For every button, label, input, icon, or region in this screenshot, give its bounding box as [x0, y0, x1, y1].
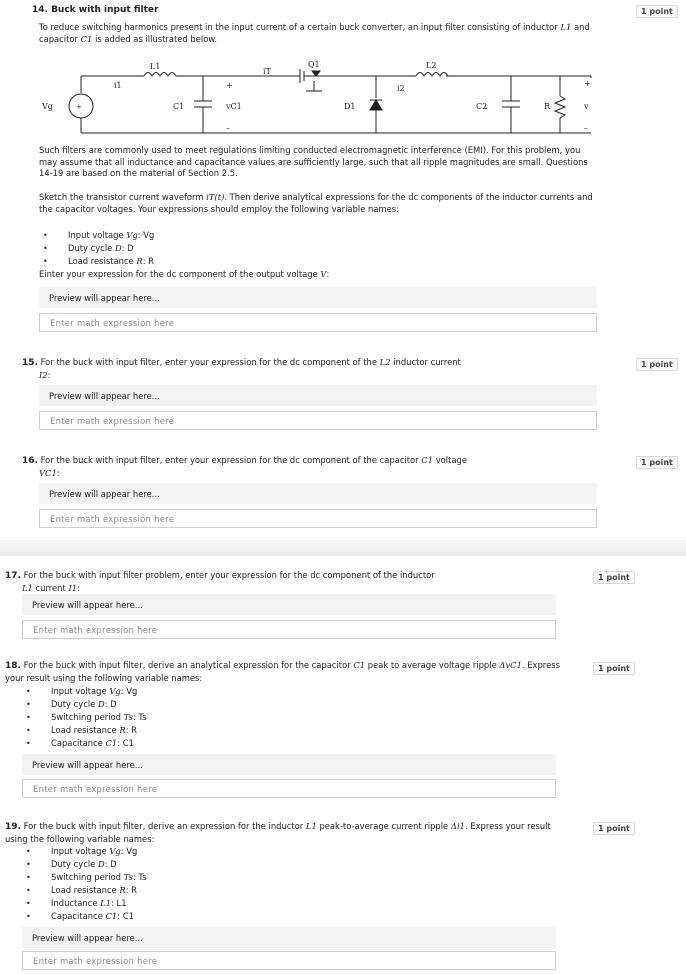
list-item: • Switching period Ts: Ts: [22, 711, 322, 724]
q16-number: 16.: [22, 456, 38, 466]
q18-preview: Preview will appear here...: [22, 754, 556, 775]
source-plus-symbol: +: [76, 103, 82, 111]
label-d1: D1: [344, 102, 356, 111]
q15-question: 15. For the buck with input filter, enter your expression for the dc component of the L2 inductor current I2:: [22, 357, 461, 380]
list-item: • Input voltage Vg: Vg: [22, 845, 322, 858]
list-item: • Duty cycle D: D: [22, 858, 322, 871]
q18-math-input[interactable]: [22, 779, 556, 798]
q19-preview: Preview will appear here...: [22, 927, 556, 948]
q14-title: 14. Buck with input filter: [32, 5, 159, 15]
q14-intro-var-l1: L1: [560, 22, 572, 32]
label-it: iT: [263, 67, 271, 76]
list-item: • Capacitance C1: C1: [22, 910, 322, 923]
buck-input-filter-circuit: [36, 58, 616, 142]
q14-intro-end: is added as illustrated below.: [95, 33, 218, 44]
label-v: v: [584, 102, 589, 111]
label-l2: L2: [426, 61, 437, 70]
inductor-l2-icon: [416, 73, 448, 77]
q19-math-input[interactable]: [22, 951, 556, 970]
q19-points-badge: 1 point: [593, 822, 635, 835]
label-vc1-minus: –: [226, 124, 230, 133]
label-vc1: vC1: [226, 102, 242, 111]
q18-variable-list: [22, 685, 322, 750]
q14-intro: [39, 22, 609, 45]
label-i1: i1: [114, 81, 122, 90]
q14-prompt: Einter your expression for the dc component of the output voltage V:: [39, 269, 330, 279]
list-item: • Input voltage Vg: Vg: [22, 685, 322, 698]
list-item: • Capacitance C1: C1: [22, 737, 322, 750]
q19-variable-list: [22, 845, 322, 923]
q14-instr-b: . Then derive analytical expressions for the dc components of the inductor currents and the capacitor voltages. Your expressions should employ the following variable names:: [39, 192, 593, 214]
q15-points-badge: 1 point: [636, 358, 678, 371]
list-item: • Input voltage Vg: Vg: [39, 229, 339, 242]
q14-paragraph-emi: Such filters are commonly used to meet regulations limiting conducted electromagnetic interference (EMI). For this problem, you may assume that all inductance and capacitance values are sufficiently large, such that all ripple magnitudes are small. Questions 14-19 are based on the material of Section 2.5.: [39, 145, 588, 178]
list-item: • Load resistance R: R: [22, 884, 322, 897]
diode-d1-icon: [370, 100, 382, 110]
list-item: • Switching period Ts: Ts: [22, 871, 322, 884]
q17-number: 17.: [5, 571, 21, 581]
q18-points-badge: 1 point: [593, 662, 635, 675]
q17-math-input[interactable]: [22, 620, 556, 639]
q18-question: 18. For the buck with input filter, derive an analytical expression for the capacitor C1 peak to average voltage ripple ΔvC1. Express your result using the following variable names:: [5, 660, 560, 683]
q17-preview: Preview will appear here...: [22, 594, 556, 615]
q19-number: 19.: [5, 822, 21, 832]
q16-preview: Preview will appear here...: [39, 483, 597, 504]
q15-preview: Preview will appear here...: [39, 385, 597, 406]
list-item: • Load resistance R: R: [39, 255, 339, 268]
q14-math-input[interactable]: [39, 313, 597, 332]
page-section-divider: [0, 540, 686, 556]
resistor-r-icon: [555, 96, 565, 118]
q14-intro-text: To reduce switching harmonics present in the input current of a certain buck converter, an input filter consisting of inductor: [39, 22, 558, 32]
q14-instr-a: Sketch the transistor current waveform: [39, 192, 204, 202]
q14-variable-list: [39, 229, 339, 268]
label-c2: C2: [476, 102, 488, 111]
inductor-l1-icon: [144, 73, 178, 77]
q15-number: 15.: [22, 358, 38, 368]
q17-question: 17. For the buck with input filter problem, enter your expression for the dc component of the inductor L1 current I1:: [5, 570, 435, 593]
q14-preview: Preview will appear here...: [39, 287, 597, 308]
q14-paragraph-instructions: [39, 192, 601, 215]
q14-instr-var: iT(t): [206, 192, 225, 202]
label-v-plus: +: [584, 79, 591, 88]
q18-number: 18.: [5, 661, 21, 671]
label-v-minus: –: [584, 124, 588, 133]
q14-intro-mid: and capacitor: [39, 22, 590, 44]
label-vg: Vg: [42, 102, 53, 111]
label-l1: L1: [150, 62, 161, 71]
label-r: R: [544, 102, 551, 111]
list-item: • Load resistance R: R: [22, 724, 322, 737]
label-vc1-plus: +: [226, 81, 233, 90]
label-i2: i2: [397, 84, 405, 93]
q14-intro-var-c1: C1: [80, 33, 93, 44]
list-item: • Duty cycle D: D: [39, 242, 339, 255]
q15-math-input[interactable]: [39, 411, 597, 430]
q17-points-badge: 1 point: [593, 571, 635, 584]
q16-points-badge: 1 point: [636, 456, 678, 469]
q19-question: 19. For the buck with input filter, derive an expression for the inductor L1 peak-to-average current ripple Δi1. Express your result using the following variable names:: [5, 821, 551, 844]
label-c1: C1: [173, 102, 185, 111]
q16-question: 16. For the buck with input filter, enter your expression for the dc component of the capacitor C1 voltage VC1:: [22, 455, 468, 478]
list-item: • Inductance L1: L1: [22, 897, 322, 910]
q14-points-badge: 1 point: [636, 5, 678, 18]
q16-math-input[interactable]: [39, 509, 597, 528]
label-q1: Q1: [308, 60, 320, 69]
list-item: • Duty cycle D: D: [22, 698, 322, 711]
